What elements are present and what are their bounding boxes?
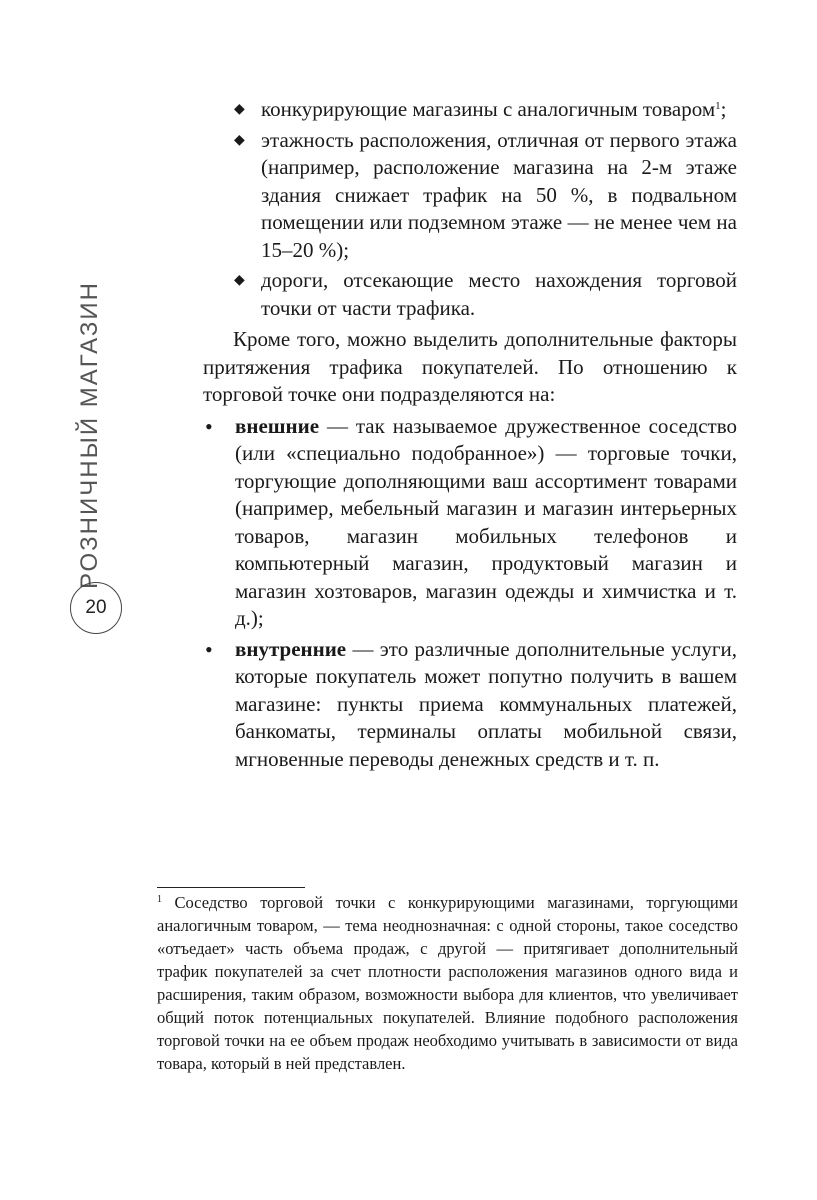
main-text <box>203 96 737 776</box>
body-paragraph: Кроме того, можно выделить дополнительные факторы притяжения трафика покупателей. По отношению к торговой точке они подразделяются на: <box>203 327 737 406</box>
footnote-divider <box>157 887 305 888</box>
attraction-factor-list <box>203 413 737 774</box>
page-number: 20 <box>70 582 122 634</box>
footnote-number: 1 <box>157 894 162 905</box>
list-item-term: внутренние <box>235 636 347 661</box>
list-item-tail: ; <box>720 97 727 121</box>
list-item-text: конкурирующие магазины с аналогичным товаром <box>261 97 716 121</box>
list-item <box>234 267 737 322</box>
list-item-text: этажность расположения, отличная от первого этажа (например, расположение магазина на 2-м этаже здания снижает трафик на 50 %, в подвальном помещении или подземном этаже — не менее чем на 15–20 %); <box>261 127 737 262</box>
running-head <box>52 281 132 589</box>
list-item <box>205 413 737 633</box>
footnote-text: Соседство торговой точки с конкурирующими магазинами, торгующими аналогичным товаром, — тема неоднозначная: с одной стороны, такое соседство «отъедает» часть объема продаж, с другой — притягивает дополнительный трафик покупателей за счет плотности расположения магазинов одного вида и расширения, таким образом, возможности выбора для клиентов, что увеличивает общий поток потенциальных покупателей. Влияние подобного расположения торговой точки на ее объем продаж необходимо учитывать в зависимости от вида товара, который в ней представлен. <box>157 893 738 1073</box>
diamond-bullet-icon: ◆ <box>234 102 245 117</box>
running-head-title-text: РОЗНИЧНЫЙ МАГАЗИН <box>76 281 103 589</box>
diamond-bullet-icon: ◆ <box>234 273 245 288</box>
list-item <box>234 96 737 124</box>
list-item-text: — так называемое дружественное соседство (или «специально подобранное») — торговые точки, торгующие дополняющими ваш ассортимент товарами (например, мебельный магазин и магазин интерьерных товаров, магазин мобильных телефонов и компьютерный магазин, продуктовый магазин и магазин хозтоваров, магазин одежды и химчистка и т. д.); <box>235 413 737 630</box>
footnote-ref: 1 <box>715 100 721 112</box>
list-item <box>205 636 737 774</box>
round-bullet-icon: • <box>205 636 213 662</box>
running-head-title <box>60 281 120 589</box>
footnote <box>157 891 738 1075</box>
list-item-term: внешние <box>235 413 320 438</box>
list-item <box>234 127 737 265</box>
factor-list <box>203 96 737 322</box>
list-item-text: дороги, отсекающие место нахождения торговой точки от части трафика. <box>261 268 737 320</box>
round-bullet-icon: • <box>205 413 213 439</box>
list-item-text: — это различные дополнительные услуги, которые покупатель может попутно получить в вашем магазине: пункты приема коммунальных платежей, банкоматы, терминалы оплаты мобильной связи, мгновенные переводы денежных средств и т. п. <box>235 636 737 771</box>
diamond-bullet-icon: ◆ <box>234 132 245 148</box>
